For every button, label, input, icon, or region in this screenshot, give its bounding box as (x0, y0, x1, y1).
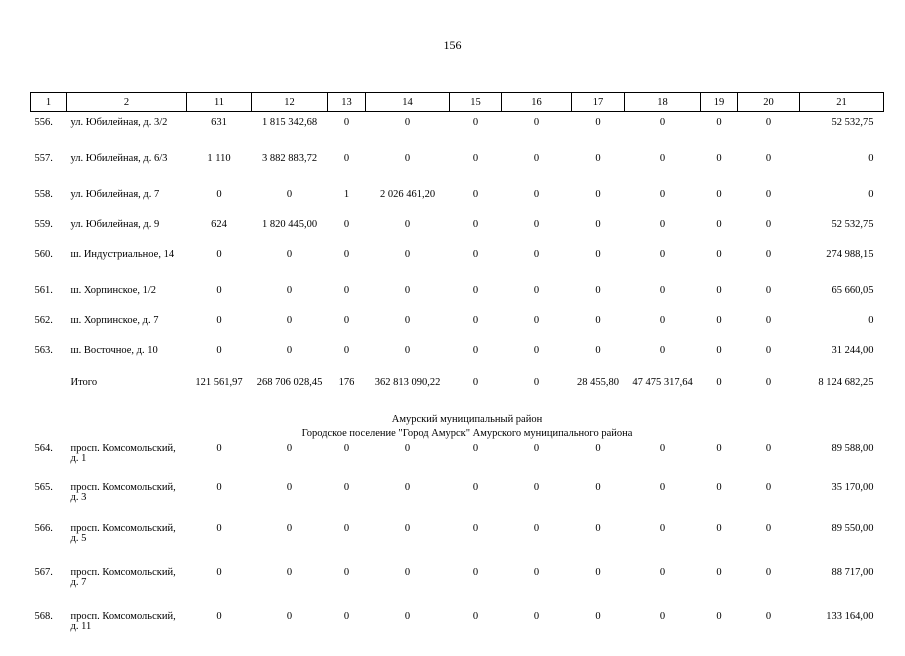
cell: 47 475 317,64 (625, 370, 701, 414)
cell: 0 (187, 310, 252, 340)
cell: 89 588,00 (800, 442, 884, 481)
cell: 0 (738, 520, 800, 564)
cell: 0 (366, 244, 450, 280)
cell: 0 (328, 310, 366, 340)
cell: 0 (738, 370, 800, 414)
cell: 0 (701, 112, 738, 149)
cell: 0 (701, 340, 738, 370)
cell: 0 (738, 340, 800, 370)
header-cell: 1 (31, 93, 67, 112)
header-cell: 14 (366, 93, 450, 112)
cell: 624 (187, 214, 252, 244)
cell: 0 (328, 608, 366, 656)
cell: 0 (328, 564, 366, 608)
cell: 0 (187, 340, 252, 370)
cell: 0 (328, 520, 366, 564)
table-row (31, 442, 884, 481)
cell: 0 (625, 608, 701, 656)
cell: 0 (625, 564, 701, 608)
cell: 0 (187, 564, 252, 608)
table-row (31, 564, 884, 608)
table-row (31, 214, 884, 244)
cell: 0 (328, 442, 366, 481)
cell: 0 (738, 442, 800, 481)
row-number (31, 370, 67, 414)
cell: 0 (572, 112, 625, 149)
header-cell: 17 (572, 93, 625, 112)
row-number: 558. (31, 184, 67, 214)
cell: 0 (572, 608, 625, 656)
cell: 0 (450, 214, 502, 244)
address-cell: ш. Хорпинское, 1/2 (67, 280, 187, 310)
table-row (31, 244, 884, 280)
cell: 0 (450, 608, 502, 656)
cell: 0 (738, 244, 800, 280)
cell: 0 (450, 564, 502, 608)
cell: 0 (450, 112, 502, 149)
cell: 0 (328, 148, 366, 184)
cell: 0 (187, 442, 252, 481)
address-cell: ш. Индустриальное, 14 (67, 244, 187, 280)
cell: 0 (328, 481, 366, 520)
district-heading: Амурский муниципальный район (31, 414, 884, 426)
cell: 0 (738, 184, 800, 214)
cell: 0 (701, 280, 738, 310)
row-number: 557. (31, 148, 67, 184)
cell: 0 (625, 340, 701, 370)
cell: 0 (625, 481, 701, 520)
cell: 0 (572, 481, 625, 520)
cell: 0 (701, 370, 738, 414)
header-cell: 21 (800, 93, 884, 112)
cell: 0 (502, 214, 572, 244)
address-cell: ул. Юбилейная, д. 3/2 (67, 112, 187, 149)
cell: 0 (328, 244, 366, 280)
row-number: 563. (31, 340, 67, 370)
cell: 0 (502, 608, 572, 656)
row-number: 559. (31, 214, 67, 244)
cell: 0 (502, 370, 572, 414)
cell: 1 (328, 184, 366, 214)
cell: 0 (252, 310, 328, 340)
cell: 0 (625, 442, 701, 481)
cell: 1 815 342,68 (252, 112, 328, 149)
header-cell: 13 (328, 93, 366, 112)
cell: 274 988,15 (800, 244, 884, 280)
cell: 0 (502, 340, 572, 370)
cell: 31 244,00 (800, 340, 884, 370)
cell: 0 (366, 310, 450, 340)
cell: 0 (625, 280, 701, 310)
address-cell: ул. Юбилейная, д. 7 (67, 184, 187, 214)
cell: 0 (187, 280, 252, 310)
cell: 0 (625, 184, 701, 214)
cell: 0 (366, 481, 450, 520)
cell: 0 (187, 184, 252, 214)
cell: 0 (701, 214, 738, 244)
address-cell: ш. Хорпинское, д. 7 (67, 310, 187, 340)
cell: 0 (738, 564, 800, 608)
cell: 0 (572, 148, 625, 184)
address-cell: просп. Комсомольский, д. 3 (67, 481, 187, 520)
address-cell: ш. Восточное, д. 10 (67, 340, 187, 370)
row-number: 561. (31, 280, 67, 310)
cell: 0 (502, 442, 572, 481)
header-cell: 18 (625, 93, 701, 112)
cell: 0 (572, 280, 625, 310)
cell: 0 (450, 370, 502, 414)
table-row (31, 310, 884, 340)
cell: 0 (701, 184, 738, 214)
cell: 89 550,00 (800, 520, 884, 564)
cell: 268 706 028,45 (252, 370, 328, 414)
row-number: 567. (31, 564, 67, 608)
cell: 0 (738, 608, 800, 656)
cell: 0 (366, 148, 450, 184)
header-cell: 11 (187, 93, 252, 112)
settlement-heading: Городское поселение "Город Амурск" Амурского муниципального района (31, 428, 884, 440)
total-row (31, 370, 884, 414)
cell: 0 (252, 340, 328, 370)
row-number: 556. (31, 112, 67, 149)
cell: 0 (738, 148, 800, 184)
cell: 0 (738, 112, 800, 149)
cell: 0 (572, 564, 625, 608)
cell: 0 (450, 340, 502, 370)
cell: 0 (252, 481, 328, 520)
table-header (31, 93, 884, 112)
cell: 631 (187, 112, 252, 149)
section-heading-row (31, 428, 884, 442)
cell: 0 (450, 310, 502, 340)
row-number: 568. (31, 608, 67, 656)
cell: 0 (701, 148, 738, 184)
cell: 0 (252, 520, 328, 564)
cell: 0 (800, 310, 884, 340)
address-cell: просп. Комсомольский, д. 5 (67, 520, 187, 564)
cell: 0 (366, 340, 450, 370)
cell: 0 (625, 148, 701, 184)
cell: 0 (572, 340, 625, 370)
cell: 0 (738, 280, 800, 310)
header-row (31, 93, 884, 112)
address-cell: просп. Комсомольский, д. 11 (67, 608, 187, 656)
cell: 0 (252, 608, 328, 656)
section-heading-row (31, 414, 884, 428)
table-row (31, 520, 884, 564)
data-table (30, 92, 884, 656)
cell: 0 (187, 481, 252, 520)
cell: 0 (252, 244, 328, 280)
cell: 2 026 461,20 (366, 184, 450, 214)
cell: 3 882 883,72 (252, 148, 328, 184)
cell: 0 (800, 148, 884, 184)
cell: 0 (572, 442, 625, 481)
cell: 0 (738, 310, 800, 340)
page-number: 156 (0, 38, 905, 53)
cell: 0 (328, 340, 366, 370)
cell: 0 (187, 608, 252, 656)
cell: 0 (738, 214, 800, 244)
cell: 0 (502, 148, 572, 184)
table-row (31, 148, 884, 184)
cell: 0 (366, 442, 450, 481)
cell: 0 (701, 442, 738, 481)
cell: 0 (572, 520, 625, 564)
cell: 0 (701, 520, 738, 564)
cell: 65 660,05 (800, 280, 884, 310)
cell: 0 (625, 112, 701, 149)
cell: 0 (450, 148, 502, 184)
cell: 0 (625, 520, 701, 564)
row-number: 560. (31, 244, 67, 280)
cell: 0 (701, 564, 738, 608)
table-row (31, 184, 884, 214)
cell: 0 (701, 244, 738, 280)
address-cell: просп. Комсомольский, д. 7 (67, 564, 187, 608)
header-cell: 20 (738, 93, 800, 112)
cell: 0 (450, 442, 502, 481)
cell: 121 561,97 (187, 370, 252, 414)
cell: 0 (502, 280, 572, 310)
cell: 0 (800, 184, 884, 214)
cell: 28 455,80 (572, 370, 625, 414)
cell: 0 (625, 214, 701, 244)
cell: 0 (366, 520, 450, 564)
cell: 0 (502, 112, 572, 149)
header-cell: 12 (252, 93, 328, 112)
cell: 0 (187, 244, 252, 280)
cell: 0 (502, 244, 572, 280)
cell: 0 (252, 564, 328, 608)
cell: 8 124 682,25 (800, 370, 884, 414)
cell: 0 (187, 520, 252, 564)
table-body (31, 112, 884, 656)
cell: 0 (366, 280, 450, 310)
cell: 52 532,75 (800, 112, 884, 149)
table-row (31, 481, 884, 520)
cell: 0 (450, 280, 502, 310)
cell: 1 110 (187, 148, 252, 184)
table-row (31, 340, 884, 370)
table-row (31, 608, 884, 656)
cell: 0 (252, 280, 328, 310)
cell: 0 (502, 564, 572, 608)
cell: 0 (450, 481, 502, 520)
cell: 0 (502, 310, 572, 340)
cell: 0 (252, 442, 328, 481)
cell: 133 164,00 (800, 608, 884, 656)
cell: 0 (625, 244, 701, 280)
row-number: 566. (31, 520, 67, 564)
row-number: 564. (31, 442, 67, 481)
cell: 0 (701, 608, 738, 656)
header-cell: 16 (502, 93, 572, 112)
cell: 0 (328, 214, 366, 244)
cell: 0 (701, 481, 738, 520)
cell: 0 (502, 520, 572, 564)
cell: 0 (328, 112, 366, 149)
header-cell: 19 (701, 93, 738, 112)
cell: 0 (572, 310, 625, 340)
cell: 0 (366, 564, 450, 608)
cell: 0 (450, 184, 502, 214)
cell: 0 (738, 481, 800, 520)
table-row (31, 112, 884, 149)
cell: 0 (366, 608, 450, 656)
cell: 0 (450, 244, 502, 280)
cell: 0 (572, 214, 625, 244)
cell: 0 (502, 184, 572, 214)
row-number: 565. (31, 481, 67, 520)
cell: 0 (572, 244, 625, 280)
header-cell: 2 (67, 93, 187, 112)
cell: 0 (366, 112, 450, 149)
address-cell: ул. Юбилейная, д. 9 (67, 214, 187, 244)
cell: 88 717,00 (800, 564, 884, 608)
cell: 0 (328, 280, 366, 310)
cell: 362 813 090,22 (366, 370, 450, 414)
cell: 1 820 445,00 (252, 214, 328, 244)
row-number: 562. (31, 310, 67, 340)
cell: 0 (701, 310, 738, 340)
cell: 0 (450, 520, 502, 564)
address-cell: ул. Юбилейная, д. 6/3 (67, 148, 187, 184)
total-label: Итого (67, 370, 187, 414)
cell: 0 (252, 184, 328, 214)
cell: 176 (328, 370, 366, 414)
cell: 0 (572, 184, 625, 214)
cell: 0 (502, 481, 572, 520)
address-cell: просп. Комсомольский, д. 1 (67, 442, 187, 481)
cell: 0 (625, 310, 701, 340)
cell: 52 532,75 (800, 214, 884, 244)
cell: 0 (366, 214, 450, 244)
cell: 35 170,00 (800, 481, 884, 520)
header-cell: 15 (450, 93, 502, 112)
table-row (31, 280, 884, 310)
